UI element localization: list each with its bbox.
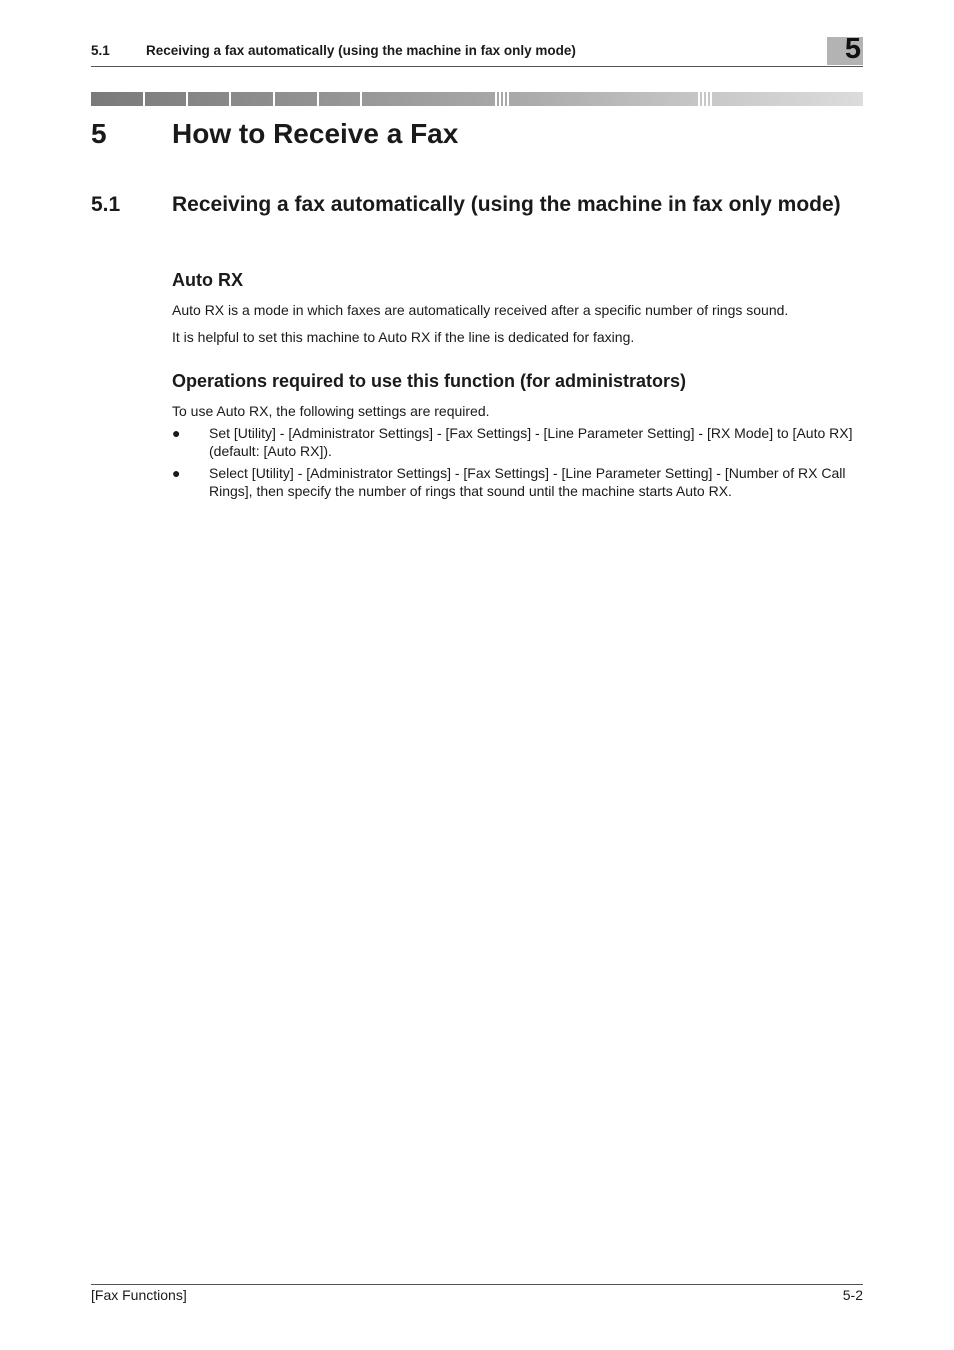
running-header: [91, 33, 863, 67]
bullet-icon: ●: [172, 425, 181, 441]
list-item: [172, 464, 862, 500]
bullet-text: Set [Utility] - [Administrator Settings] - [Fax Settings] - [Line Parameter Setting] - [RX Mode] to [Auto RX] (default: [Auto RX]).: [209, 425, 853, 459]
decorative-bar: [91, 92, 863, 106]
auto-rx-paragraph-2: It is helpful to set this machine to Auto RX if the line is dedicated for faxing.: [172, 329, 635, 345]
operations-bullet-list: [172, 424, 862, 504]
section-title: Receiving a fax automatically (using the machine in fax only mode): [172, 193, 841, 216]
bullet-icon: ●: [172, 465, 181, 481]
operations-heading: Operations required to use this function (for administrators): [172, 371, 687, 391]
running-header-section-title: Receiving a fax automatically (using the machine in fax only mode): [146, 43, 576, 58]
chapter-number: 5: [91, 118, 107, 149]
section-number: 5.1: [91, 193, 121, 216]
auto-rx-heading: Auto RX: [172, 270, 243, 290]
footer-page-number: 5-2: [842, 1287, 863, 1303]
running-header-section-number: 5.1: [91, 43, 110, 58]
operations-intro: To use Auto RX, the following settings are required.: [172, 403, 490, 419]
bullet-text: Select [Utility] - [Administrator Settings] - [Fax Settings] - [Line Parameter Setting] - [Number of RX Call Rings], then specify the number of rings that sound until the machine starts Auto RX.: [209, 465, 846, 499]
list-item: [172, 424, 862, 460]
footer-manual-name: [Fax Functions]: [91, 1287, 187, 1303]
page-footer: [91, 1284, 863, 1303]
chapter-tab: [827, 33, 863, 65]
auto-rx-paragraph-1: Auto RX is a mode in which faxes are automatically received after a specific number of rings sound.: [172, 302, 789, 318]
chapter-title: How to Receive a Fax: [172, 118, 459, 149]
chapter-tab-number: 5: [844, 33, 861, 65]
